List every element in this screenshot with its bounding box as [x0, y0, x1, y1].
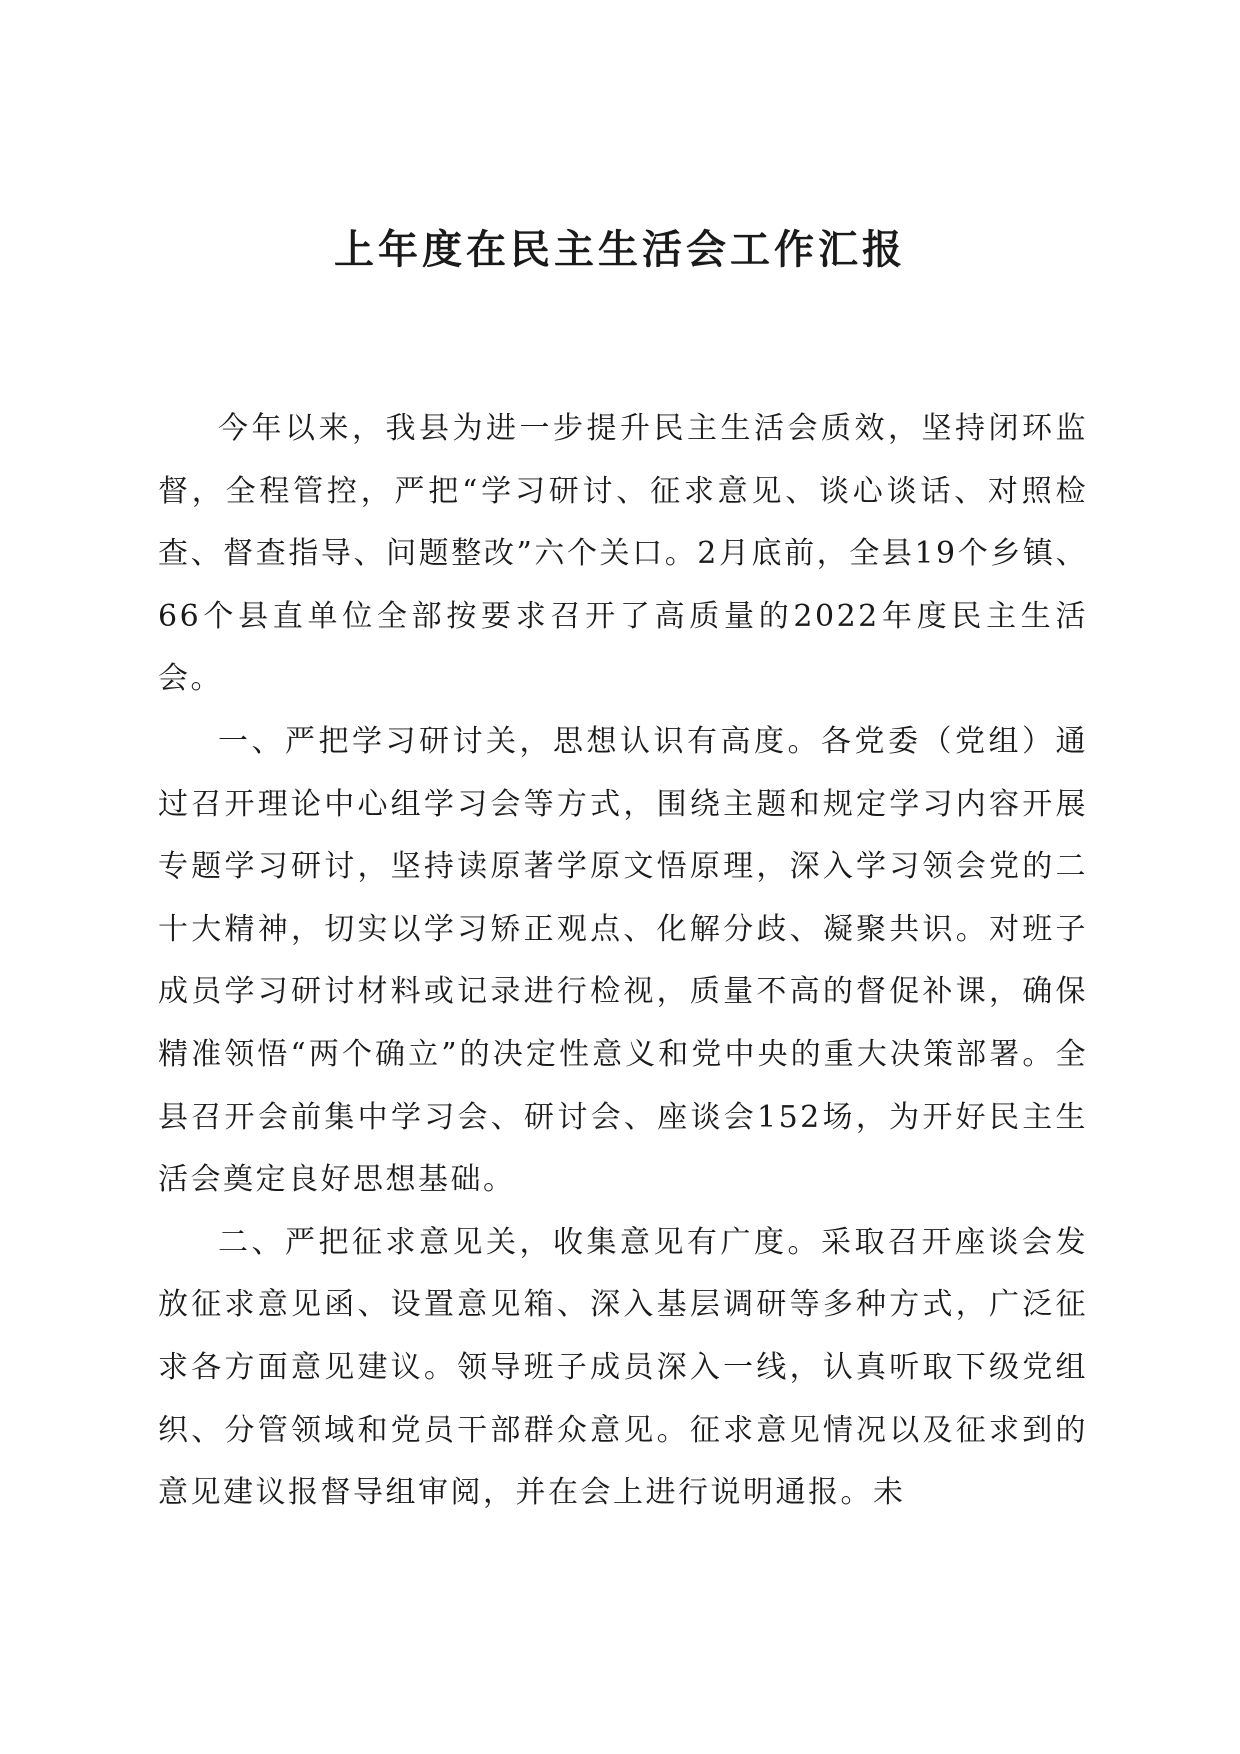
paragraph-intro: 今年以来，我县为进一步提升民主生活会质效，坚持闭环监督，全程管控，严把“学习研讨、征求意见、谈心谈话、对照检查、督查指导、问题整改”六个关口。2月底前，全县19个乡镇、66个县直单位全部按要求召开了高质量的2022年度民主生活会。 [158, 411, 1088, 697]
paragraph-section-2: 二、严把征求意见关，收集意见有广度。采取召开座谈会发放征求意见函、设置意见箱、深入基层调研等多种方式，广泛征求各方面意见建议。领导班子成员深入一线，认真听取下级党组织、分管领域和党员干部群众意见。征求意见情况以及征求到的意见建议报督导组审阅，并在会上进行说明通报。未 [158, 1224, 1088, 1511]
document-body [158, 398, 1088, 1525]
document-title: 上年度在民主生活会工作汇报 [334, 227, 906, 273]
paragraph-section-1: 一、严把学习研讨关，思想认识有高度。各党委（党组）通过召开理论中心组学习会等方式，围绕主题和规定学习内容开展专题学习研讨，坚持读原著学原文悟原理，深入学习领会党的二十大精神，切实以学习矫正观点、化解分歧、凝聚共识。对班子成员学习研讨材料或记录进行检视，质量不高的督促补课，确保精准领悟“两个确立”的决定性意义和党中央的重大决策部署。全县召开会前集中学习会、研讨会、座谈会152场，为开好民主生活会奠定良好思想基础。 [158, 723, 1088, 1198]
